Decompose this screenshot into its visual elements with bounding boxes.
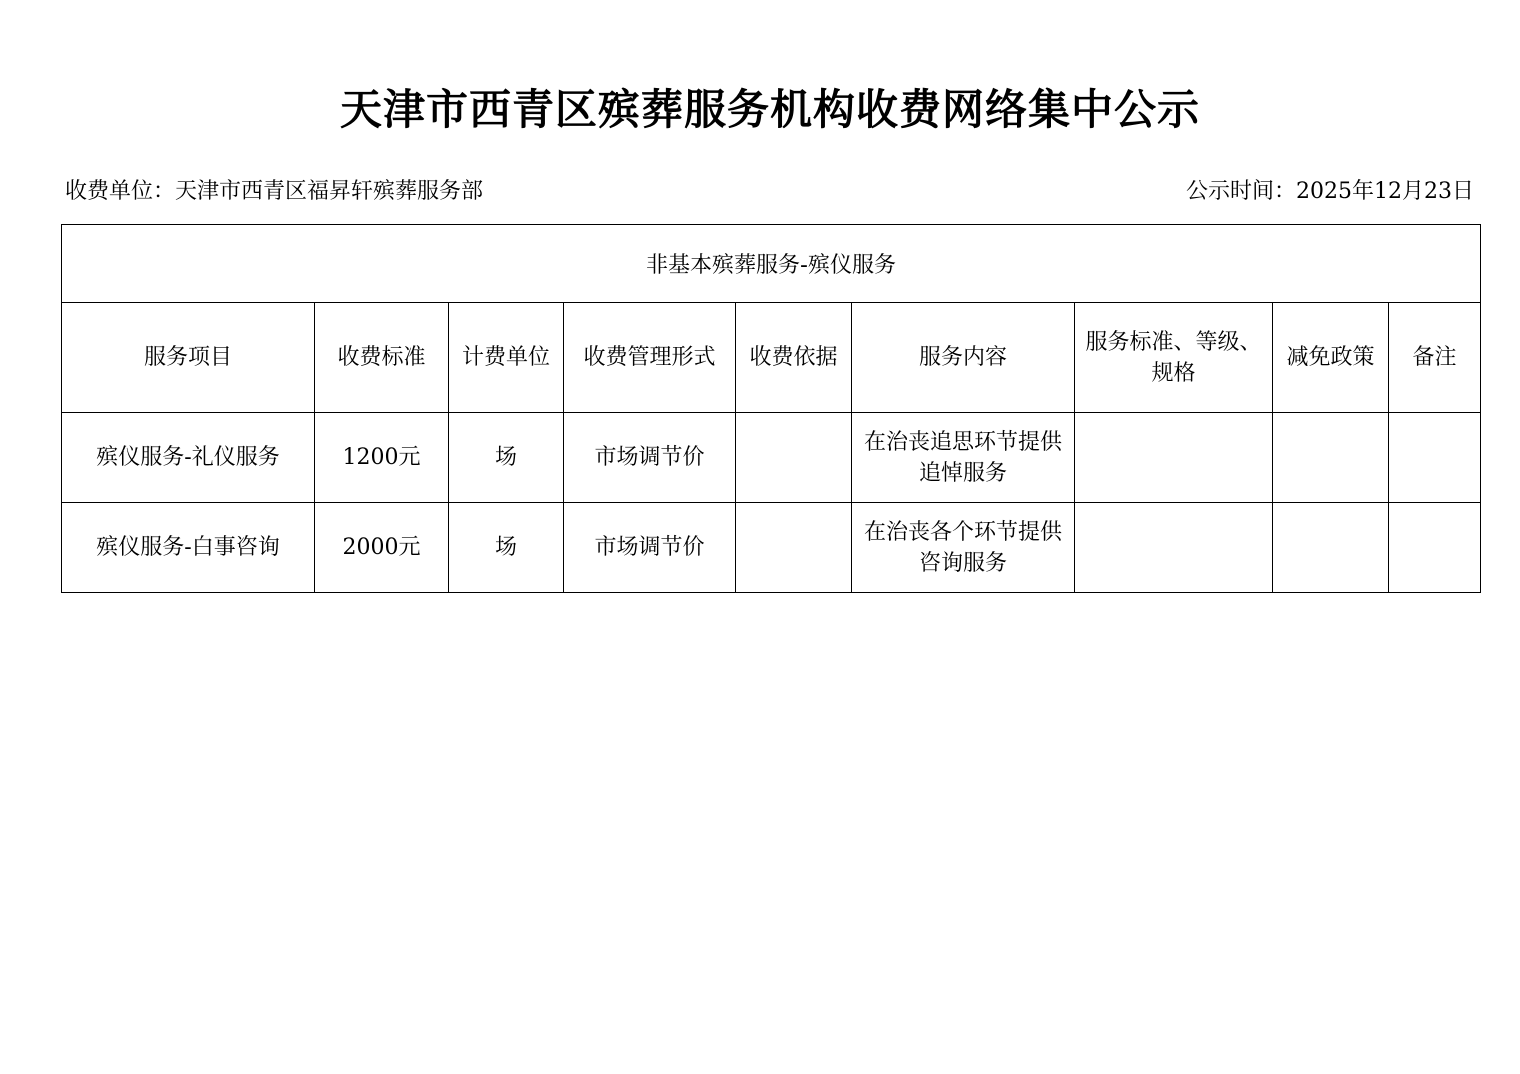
fee-unit-value: 天津市西青区福昇轩殡葬服务部: [175, 179, 484, 204]
header-remarks: 备注: [1389, 303, 1481, 413]
publish-time: [1186, 174, 1474, 210]
cell-reduction-policy: [1273, 503, 1389, 593]
fee-table: [61, 224, 1481, 593]
header-billing-unit: 计费单位: [449, 303, 564, 413]
header-row: [62, 303, 1481, 413]
publish-time-label: 公示时间：: [1186, 179, 1297, 204]
cell-fee-management: 市场调节价: [564, 413, 736, 503]
header-service-item: 服务项目: [62, 303, 315, 413]
cell-remarks: [1389, 413, 1481, 503]
page-title: 天津市西青区殡葬服务机构收费网络集中公示: [339, 85, 1200, 134]
cell-fee-standard: 1200元: [315, 413, 449, 503]
cell-service-standard: [1075, 413, 1273, 503]
publish-time-value: 2025年12月23日: [1296, 179, 1474, 204]
section-row: [62, 225, 1481, 303]
section-title: 非基本殡葬服务-殡仪服务: [62, 225, 1481, 303]
cell-fee-standard: 2000元: [315, 503, 449, 593]
cell-service-item: 殡仪服务-礼仪服务: [62, 413, 315, 503]
cell-fee-basis: [736, 413, 852, 503]
header-service-content: 服务内容: [852, 303, 1075, 413]
cell-billing-unit: 场: [449, 503, 564, 593]
cell-service-standard: [1075, 503, 1273, 593]
cell-service-content: 在治丧追思环节提供追悼服务: [852, 413, 1075, 503]
cell-remarks: [1389, 503, 1481, 593]
table-row: [62, 503, 1481, 593]
cell-fee-management: 市场调节价: [564, 503, 736, 593]
header-fee-management: 收费管理形式: [564, 303, 736, 413]
header-service-standard: 服务标准、等级、规格: [1075, 303, 1273, 413]
header-fee-standard: 收费标准: [315, 303, 449, 413]
cell-reduction-policy: [1273, 413, 1389, 503]
table-row: [62, 413, 1481, 503]
header-fee-basis: 收费依据: [736, 303, 852, 413]
cell-service-content: 在治丧各个环节提供咨询服务: [852, 503, 1075, 593]
fee-unit: [65, 174, 483, 210]
header-reduction-policy: 减免政策: [1273, 303, 1389, 413]
cell-billing-unit: 场: [449, 413, 564, 503]
cell-service-item: 殡仪服务-白事咨询: [62, 503, 315, 593]
fee-unit-label: 收费单位：: [65, 179, 176, 204]
cell-fee-basis: [736, 503, 852, 593]
